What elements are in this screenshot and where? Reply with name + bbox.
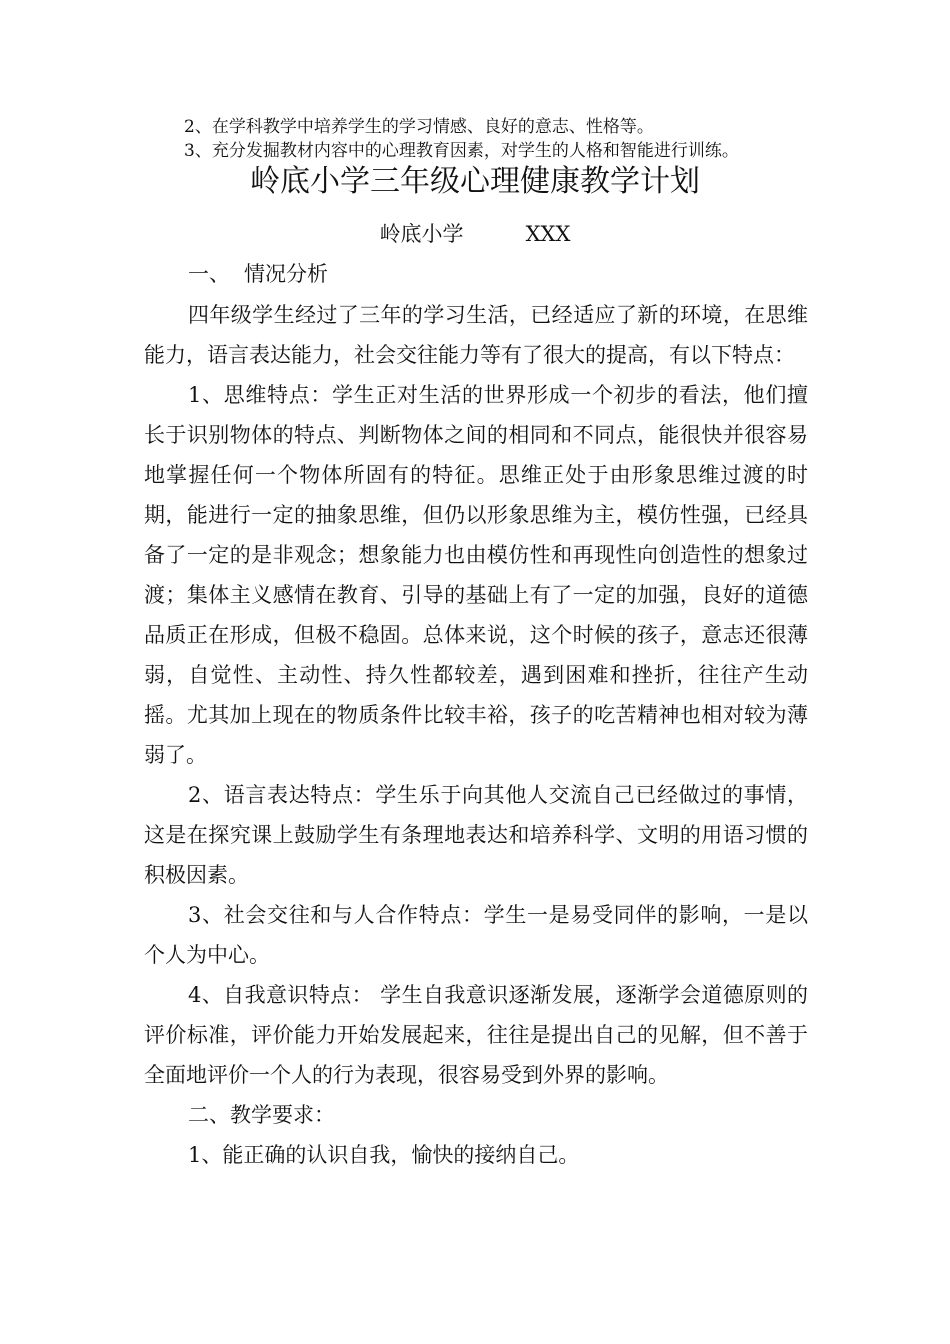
author-line — [0, 219, 950, 249]
paragraph-self-awareness: 4、自我意识特点： 学生自我意识逐渐发展，逐渐学会道德原则的评价标准，评价能力开始发展起来，往往是提出自己的见解，但不善于全面地评价一个人的行为表现，很容易受到外界的影响。 — [144, 983, 808, 1087]
paragraph-intro: 四年级学生经过了三年的学习生活，已经适应了新的环境，在思维能力，语言表达能力，社会交往能力等有了很大的提高，有以下特点： — [144, 303, 808, 367]
carryover-line-2: 3、充分发掘教材内容中的心理教育因素，对学生的人格和智能进行训练。 — [184, 141, 739, 161]
document-body — [144, 295, 808, 1175]
author-name: XXX — [525, 222, 571, 246]
paragraph-social: 3、社会交往和与人合作特点：学生一是易受同伴的影响，一是以个人为中心。 — [144, 903, 808, 967]
section-number: 一、 — [188, 262, 230, 286]
section-heading-2: 二、教学要求： — [188, 1103, 335, 1127]
paragraph-thinking: 1、思维特点：学生正对生活的世界形成一个初步的看法，他们擅长于识别物体的特点、判断物体之间的相同和不同点，能很快并很容易地掌握任何一个物体所固有的特征。思维正处于由形象思维过渡的时期，能进行一定的抽象思维，但仍以形象思维为主，模仿性强，已经具备了一定的是非观念；想象能力也由模仿性和再现性向创造性的想象过渡；集体主义感情在教育、引导的基础上有了一定的加强，良好的道德品质正在形成，但极不稳固。总体来说，这个时候的孩子，意志还很薄弱，自觉性、主动性、持久性都较差，遇到困难和挫折，往往产生动摇。尤其加上现在的物质条件比较丰裕，孩子的吃苦精神也相对较为薄弱了。 — [144, 383, 808, 767]
carryover-line-1: 2、在学科教学中培养学生的学习情感、良好的意志、性格等。 — [184, 117, 654, 137]
section-title: 情况分析 — [244, 262, 328, 286]
document-title: 岭底小学三年级心理健康教学计划 — [250, 164, 700, 199]
requirement-item-1: 1、能正确的认识自我，愉快的接纳自己。 — [188, 1143, 580, 1167]
paragraph-language: 2、语言表达特点：学生乐于向其他人交流自己已经做过的事情，这是在探究课上鼓励学生有条理地表达和培养科学、文明的用语习惯的积极因素。 — [144, 783, 808, 887]
school-name: 岭底小学 — [379, 222, 464, 246]
section-heading-1 — [188, 257, 328, 291]
